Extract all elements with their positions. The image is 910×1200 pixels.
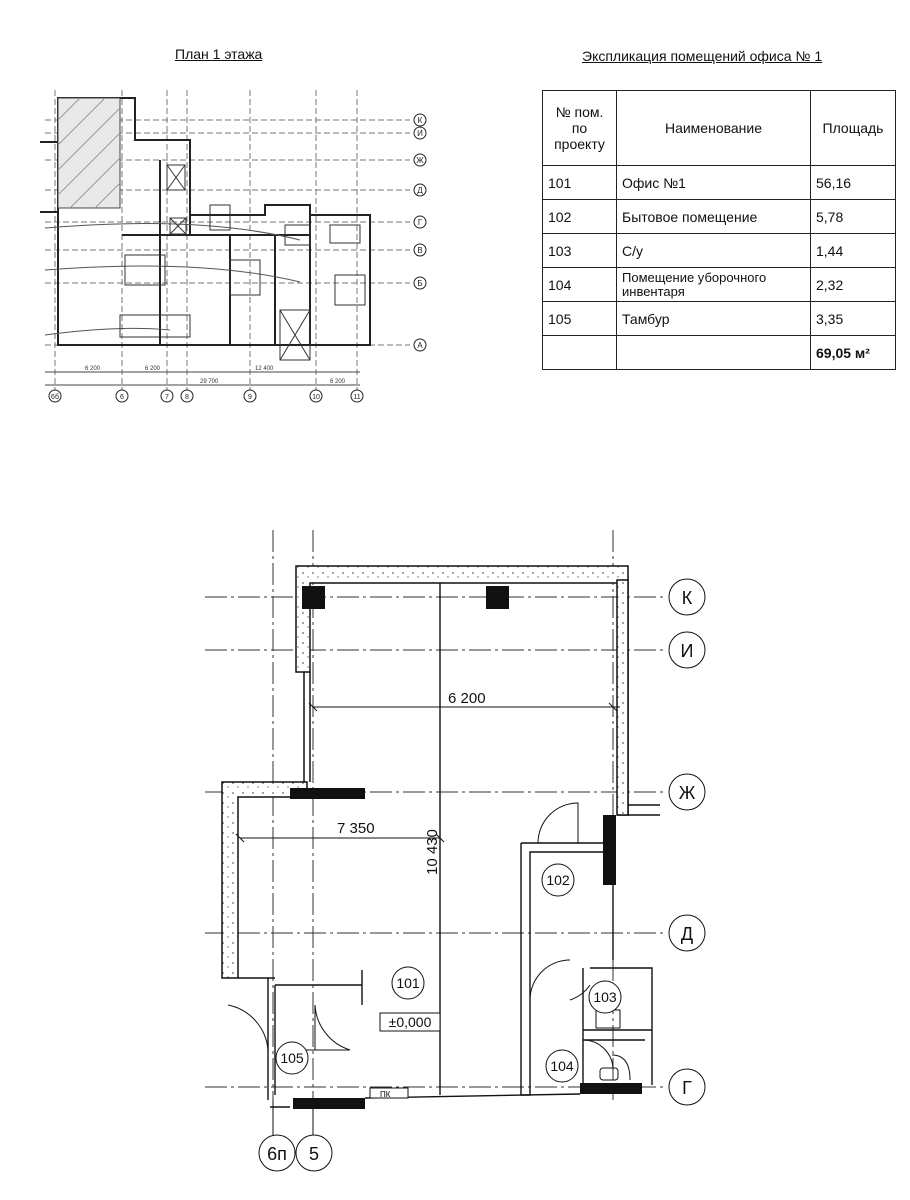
dimension-lines (236, 703, 620, 842)
small-dim: 6 200 (330, 379, 346, 385)
axis-i: И (680, 641, 694, 661)
cell-name: Тамбур (617, 302, 811, 336)
room-103: 103 (593, 989, 617, 1005)
small-col-axis-label: 11 (353, 394, 361, 401)
small-row-axis-label: Д (417, 186, 423, 195)
cell-num: 102 (543, 200, 617, 234)
axis-d: Д (680, 924, 694, 944)
cell-name: Офис №1 (617, 166, 811, 200)
room-101: 101 (396, 975, 420, 991)
small-row-axis-label: В (417, 246, 423, 255)
total-area: 69,05 м² (811, 336, 896, 370)
header-num: № пом. по проекту (543, 91, 617, 166)
header-name: Наименование (617, 91, 811, 166)
dim-width-mid: 7 350 (337, 820, 375, 837)
large-axis-markers (259, 579, 705, 1171)
header-area: Площадь (811, 91, 896, 166)
small-dim: 6 200 (145, 366, 161, 372)
cell-area: 2,32 (811, 268, 896, 302)
small-row-axis-label: Б (417, 279, 423, 288)
small-col-axis-label: 8 (185, 394, 189, 401)
small-col-axis-label: 9 (248, 394, 252, 401)
cell-name: Бытовое помещение (617, 200, 811, 234)
small-col-axis-label: 7 (165, 394, 169, 401)
cell-num: 104 (543, 268, 617, 302)
axis-5: 5 (308, 1144, 320, 1164)
axis-zh: Ж (678, 783, 696, 803)
small-dim: 6 200 (85, 366, 101, 372)
explication-title: Экспликация помещений офиса № 1 (582, 48, 823, 64)
room-labels (276, 864, 621, 1082)
room-104: 104 (550, 1058, 574, 1074)
plan-title: План 1 этажа (175, 46, 263, 62)
small-dim: 29 700 (200, 379, 219, 385)
cell-num: 103 (543, 234, 617, 268)
axis-6p: 6п (267, 1144, 287, 1164)
small-row-axis-label: И (417, 129, 423, 138)
axis-k: К (681, 588, 693, 608)
cell-name: Помещение уборочного инвентаря (617, 268, 811, 302)
small-row-axis-label: Ж (416, 156, 424, 165)
column (486, 586, 509, 609)
cell-area: 56,16 (811, 166, 896, 200)
small-dim: 12 400 (255, 366, 274, 372)
cell-name: С/у (617, 234, 811, 268)
axis-g: Г (682, 1078, 692, 1098)
small-col-axis-label: 6б (51, 394, 59, 401)
dim-width-top: 6 200 (448, 690, 486, 707)
cell-area: 1,44 (811, 234, 896, 268)
small-col-axis-label: 10 (312, 394, 320, 401)
column (302, 586, 325, 609)
cell-area: 3,35 (811, 302, 896, 336)
room-105: 105 (280, 1050, 304, 1066)
cell-area: 5,78 (811, 200, 896, 234)
small-row-axis-label: А (417, 341, 423, 350)
small-col-axis-label: 6 (120, 394, 124, 401)
cell-num: 105 (543, 302, 617, 336)
room-102: 102 (546, 872, 570, 888)
small-row-axis-label: Г (417, 218, 423, 227)
small-row-axis-label: К (417, 116, 423, 125)
cell-num: 101 (543, 166, 617, 200)
exterior-walls (222, 566, 628, 978)
level-mark: ±0,000 (388, 1014, 432, 1030)
pk-label: ПК (380, 1090, 391, 1099)
dim-height: 10 430 (424, 829, 441, 875)
